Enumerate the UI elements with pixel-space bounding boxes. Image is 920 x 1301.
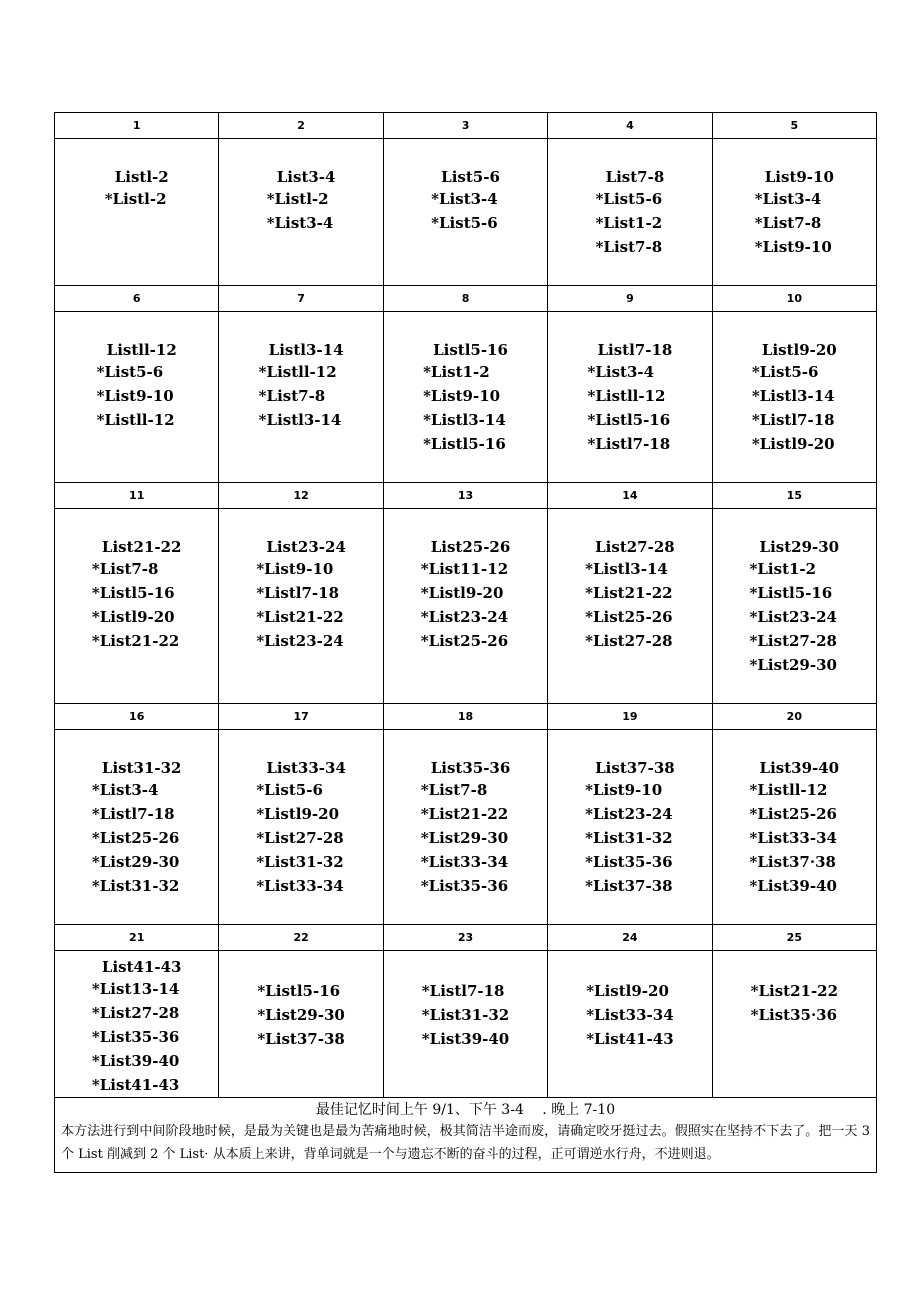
day-number: 10 xyxy=(786,292,802,305)
review-list-entry: *List1-2 xyxy=(749,560,817,578)
day-cell xyxy=(548,139,712,285)
day-number: 19 xyxy=(548,704,712,729)
day-cell xyxy=(713,730,876,924)
new-list-entry: Listl3-14 xyxy=(268,341,344,359)
day-number: 4 xyxy=(548,113,712,138)
day-cell xyxy=(713,139,876,285)
day-number: 11 xyxy=(55,483,219,508)
day-number: 18 xyxy=(384,704,548,729)
review-list-entry: *Listl9-20 xyxy=(91,608,175,626)
new-list-entry: List3-4 xyxy=(276,168,336,186)
day-number: 22 xyxy=(219,925,383,950)
day-cell xyxy=(219,951,383,1097)
new-list-entry: Listl9-20 xyxy=(761,341,837,359)
day-list-group xyxy=(421,537,511,653)
day-list-group xyxy=(422,979,509,1051)
day-number: 6 xyxy=(55,286,219,311)
review-list-entry: *List21-22 xyxy=(256,608,344,626)
day-list-group xyxy=(585,537,675,653)
review-list-entry: *List35-36 xyxy=(91,1028,180,1046)
review-list-entry: *List29-30 xyxy=(749,656,837,674)
day-number: 25 xyxy=(786,931,802,944)
day-content-row xyxy=(55,509,876,704)
review-list-entry: *Listl5-16 xyxy=(257,982,341,1000)
day-list-group xyxy=(92,537,182,653)
review-list-entry: *List33-34 xyxy=(586,1006,674,1024)
new-list-entry: List41-43 xyxy=(101,958,182,976)
review-list-entry: *Listl-2 xyxy=(266,190,329,208)
day-number-row xyxy=(55,483,876,509)
review-list-entry: *Listll-12 xyxy=(587,387,666,405)
day-list-group xyxy=(97,340,177,432)
day-cell xyxy=(384,509,548,703)
day-number: 5 xyxy=(790,119,799,132)
day-list-group xyxy=(752,340,837,456)
day-number: 8 xyxy=(384,286,548,311)
review-list-entry: *Listl9-20 xyxy=(256,805,340,823)
day-number: 13 xyxy=(384,483,548,508)
review-list-entry: *List27-28 xyxy=(256,829,344,847)
new-list-entry: List27-28 xyxy=(595,538,675,556)
review-list-entry: *List31-32 xyxy=(91,877,180,895)
day-number: 24 xyxy=(548,925,712,950)
review-list-entry: *List25-26 xyxy=(91,829,180,847)
review-list-entry: *List7-8 xyxy=(258,387,326,405)
review-list-entry: *List33-34 xyxy=(749,829,837,847)
review-list-entry: *List37-38 xyxy=(585,877,673,895)
day-list-group xyxy=(750,537,840,677)
review-list-entry: *Listll-12 xyxy=(258,363,337,381)
day-number: 1 xyxy=(55,113,219,138)
day-number-row xyxy=(55,286,876,312)
review-list-entry: *Listll-12 xyxy=(96,411,175,429)
day-cell xyxy=(219,730,383,924)
day-list-group xyxy=(431,167,500,235)
review-list-entry: *Listl3-14 xyxy=(751,387,835,405)
new-list-entry: List29-30 xyxy=(759,538,840,556)
review-list-entry: *List9-10 xyxy=(96,387,174,405)
new-list-entry: Listll-12 xyxy=(106,341,177,359)
review-list-entry: *Listll-12 xyxy=(749,781,828,799)
review-list-entry: *Listl5-16 xyxy=(587,411,671,429)
day-list-group xyxy=(755,167,834,259)
day-cell xyxy=(55,951,219,1097)
method-note: 本方法进行到中间阶段地时候，是最为关键也是最为苦痛地时候，极其简洁半途而废，请确定咬牙挺过去。假照实在坚持不下去了。把一天 3 个 List 削减到 2 个 List· 从本质上来讲，背单词就是一个与遗忘不断的奋斗的过程，正可谓逆水行舟，不进则退。 xyxy=(61,1124,870,1162)
review-list-entry: *List39-40 xyxy=(91,1052,180,1070)
review-list-entry: *List21-22 xyxy=(585,584,673,602)
day-cell xyxy=(548,730,712,924)
day-list-group xyxy=(256,537,346,653)
review-list-entry: *List31-32 xyxy=(256,853,344,871)
table-footer xyxy=(55,1098,876,1172)
review-list-entry: *List7-8 xyxy=(420,781,488,799)
day-number: 17 xyxy=(219,704,383,729)
review-list-entry: *List37·38 xyxy=(749,853,836,871)
day-number: 16 xyxy=(55,704,219,729)
day-cell xyxy=(384,312,548,482)
review-list-entry: *Listl3-14 xyxy=(585,560,668,578)
review-list-entry: *List21-22 xyxy=(420,805,509,823)
day-number-row xyxy=(55,925,876,951)
review-list-entry: *Listl9-20 xyxy=(420,584,504,602)
day-list-group xyxy=(587,340,672,456)
new-list-entry: List37-38 xyxy=(595,759,675,777)
new-list-entry: List25-26 xyxy=(430,538,511,556)
day-list-group xyxy=(421,758,511,898)
review-list-entry: *List9-10 xyxy=(585,781,663,799)
day-content-row xyxy=(55,139,876,286)
day-list-group xyxy=(267,167,336,235)
review-list-entry: *List5-6 xyxy=(256,781,323,799)
review-list-entry: *Listl3-14 xyxy=(258,411,342,429)
new-list-entry: List21-22 xyxy=(101,538,182,556)
new-list-entry: List31-32 xyxy=(101,759,182,777)
day-list-group xyxy=(105,167,169,211)
new-list-entry: List23-24 xyxy=(266,538,346,556)
review-list-entry: *List31-32 xyxy=(585,829,673,847)
review-list-entry: *List9-10 xyxy=(256,560,334,578)
review-list-entry: *Listl7-18 xyxy=(587,435,671,453)
new-list-entry: List9-10 xyxy=(764,168,834,186)
table-body xyxy=(55,113,876,1098)
review-list-entry: *List41-43 xyxy=(91,1076,180,1094)
review-list-entry: *List5-6 xyxy=(751,363,819,381)
day-list-group xyxy=(750,758,840,898)
review-list-entry: *List27-28 xyxy=(749,632,837,650)
day-list-group xyxy=(585,758,675,898)
review-list-entry: *List11-12 xyxy=(420,560,509,578)
review-list-entry: *List5-6 xyxy=(96,363,164,381)
day-cell xyxy=(713,951,876,1097)
day-cell xyxy=(55,139,219,285)
review-list-entry: *List7-8 xyxy=(91,560,159,578)
review-list-entry: *List27-28 xyxy=(585,632,673,650)
review-list-entry: *List39-40 xyxy=(749,877,837,895)
day-number: 15 xyxy=(786,489,802,502)
review-list-entry: *List23-24 xyxy=(420,608,509,626)
review-list-entry: *List33-34 xyxy=(256,877,344,895)
day-content-row xyxy=(55,312,876,483)
best-memory-time: 最佳记忆时间上午 9/1、下午 3-4 . 晚上 7-10 xyxy=(315,1102,616,1118)
day-number: 20 xyxy=(786,710,802,723)
review-list-entry: *Listl9-20 xyxy=(586,982,669,1000)
day-number: 14 xyxy=(548,483,712,508)
review-list-entry: *List21-22 xyxy=(750,982,839,1000)
day-cell xyxy=(55,730,219,924)
review-list-entry: *Listl5-16 xyxy=(749,584,833,602)
review-list-entry: *List3-4 xyxy=(266,214,334,232)
day-number-row xyxy=(55,113,876,139)
review-list-entry: *Listl-2 xyxy=(104,190,167,208)
review-list-entry: *List3-4 xyxy=(91,781,159,799)
review-list-entry: *List29-30 xyxy=(420,829,509,847)
new-list-entry: List5-6 xyxy=(441,168,500,186)
day-list-group xyxy=(586,979,673,1051)
day-number: 7 xyxy=(219,286,383,311)
review-list-entry: *Listl5-16 xyxy=(423,435,506,453)
review-list-entry: *List23-24 xyxy=(749,608,837,626)
day-cell xyxy=(219,139,383,285)
day-list-group xyxy=(92,957,182,1097)
review-list-entry: *Listl7-18 xyxy=(91,805,175,823)
review-list-entry: *List35-36 xyxy=(420,877,509,895)
day-content-row xyxy=(55,730,876,925)
review-list-entry: *List9-10 xyxy=(423,387,501,405)
day-list-group xyxy=(596,167,665,259)
review-list-entry: *List13-14 xyxy=(91,980,180,998)
day-number: 21 xyxy=(55,925,219,950)
day-cell xyxy=(548,509,712,703)
review-list-entry: *Listl9-20 xyxy=(751,435,835,453)
review-list-entry: *List29-30 xyxy=(257,1006,345,1024)
review-list-entry: *List29-30 xyxy=(91,853,180,871)
review-list-entry: *List31-32 xyxy=(421,1006,510,1024)
new-list-entry: List33-34 xyxy=(266,759,346,777)
review-list-entry: *List1-2 xyxy=(423,363,490,381)
new-list-entry: Listl-2 xyxy=(114,168,169,186)
review-schedule-table xyxy=(54,112,877,1173)
review-list-entry: *List35-36 xyxy=(585,853,673,871)
day-number: 2 xyxy=(219,113,383,138)
review-list-entry: *List27-28 xyxy=(91,1004,180,1022)
day-cell xyxy=(219,312,383,482)
review-list-entry: *Listl7-18 xyxy=(256,584,340,602)
new-list-entry: List35-36 xyxy=(430,759,511,777)
day-number: 3 xyxy=(384,113,548,138)
review-list-entry: *List25-26 xyxy=(749,805,837,823)
review-list-entry: *List23-24 xyxy=(585,805,673,823)
review-list-entry: *List21-22 xyxy=(91,632,180,650)
day-cell xyxy=(384,139,548,285)
review-list-entry: *List23-24 xyxy=(256,632,344,650)
day-content-row xyxy=(55,951,876,1098)
day-list-group xyxy=(751,979,838,1027)
review-list-entry: *List9-10 xyxy=(754,238,832,256)
review-list-entry: *List3-4 xyxy=(587,363,655,381)
new-list-entry: Listl5-16 xyxy=(433,341,508,359)
review-list-entry: *Listl5-16 xyxy=(91,584,175,602)
day-number-row xyxy=(55,704,876,730)
day-cell xyxy=(55,509,219,703)
review-list-entry: *List7-8 xyxy=(595,238,663,256)
day-cell xyxy=(55,312,219,482)
new-list-entry: List39-40 xyxy=(759,759,840,777)
review-list-entry: *List7-8 xyxy=(754,214,822,232)
day-cell xyxy=(548,951,712,1097)
day-cell xyxy=(548,312,712,482)
review-list-entry: *List5-6 xyxy=(595,190,663,208)
day-cell xyxy=(219,509,383,703)
review-list-entry: *List35·36 xyxy=(750,1006,838,1024)
day-list-group xyxy=(92,758,182,898)
day-number: 12 xyxy=(219,483,383,508)
day-cell xyxy=(713,509,876,703)
review-list-entry: *Listl3-14 xyxy=(423,411,506,429)
review-list-entry: *List1-2 xyxy=(595,214,663,232)
review-list-entry: *List3-4 xyxy=(754,190,822,208)
review-list-entry: *Listl7-18 xyxy=(421,982,505,1000)
day-list-group xyxy=(259,340,344,432)
review-list-entry: *List39-40 xyxy=(421,1030,510,1048)
review-list-entry: *List41-43 xyxy=(586,1030,674,1048)
day-list-group xyxy=(423,340,508,456)
day-number: 23 xyxy=(384,925,548,950)
day-cell xyxy=(713,312,876,482)
review-list-entry: *List37-38 xyxy=(257,1030,345,1048)
review-list-entry: *List3-4 xyxy=(431,190,498,208)
review-list-entry: *Listl7-18 xyxy=(751,411,835,429)
day-number: 9 xyxy=(548,286,712,311)
review-list-entry: *List25-26 xyxy=(585,608,673,626)
review-list-entry: *List5-6 xyxy=(431,214,498,232)
day-list-group xyxy=(257,979,344,1051)
day-list-group xyxy=(256,758,346,898)
new-list-entry: Listl7-18 xyxy=(597,341,673,359)
new-list-entry: List7-8 xyxy=(605,168,665,186)
day-cell xyxy=(384,730,548,924)
day-cell xyxy=(384,951,548,1097)
review-list-entry: *List25-26 xyxy=(420,632,509,650)
review-list-entry: *List33-34 xyxy=(420,853,509,871)
